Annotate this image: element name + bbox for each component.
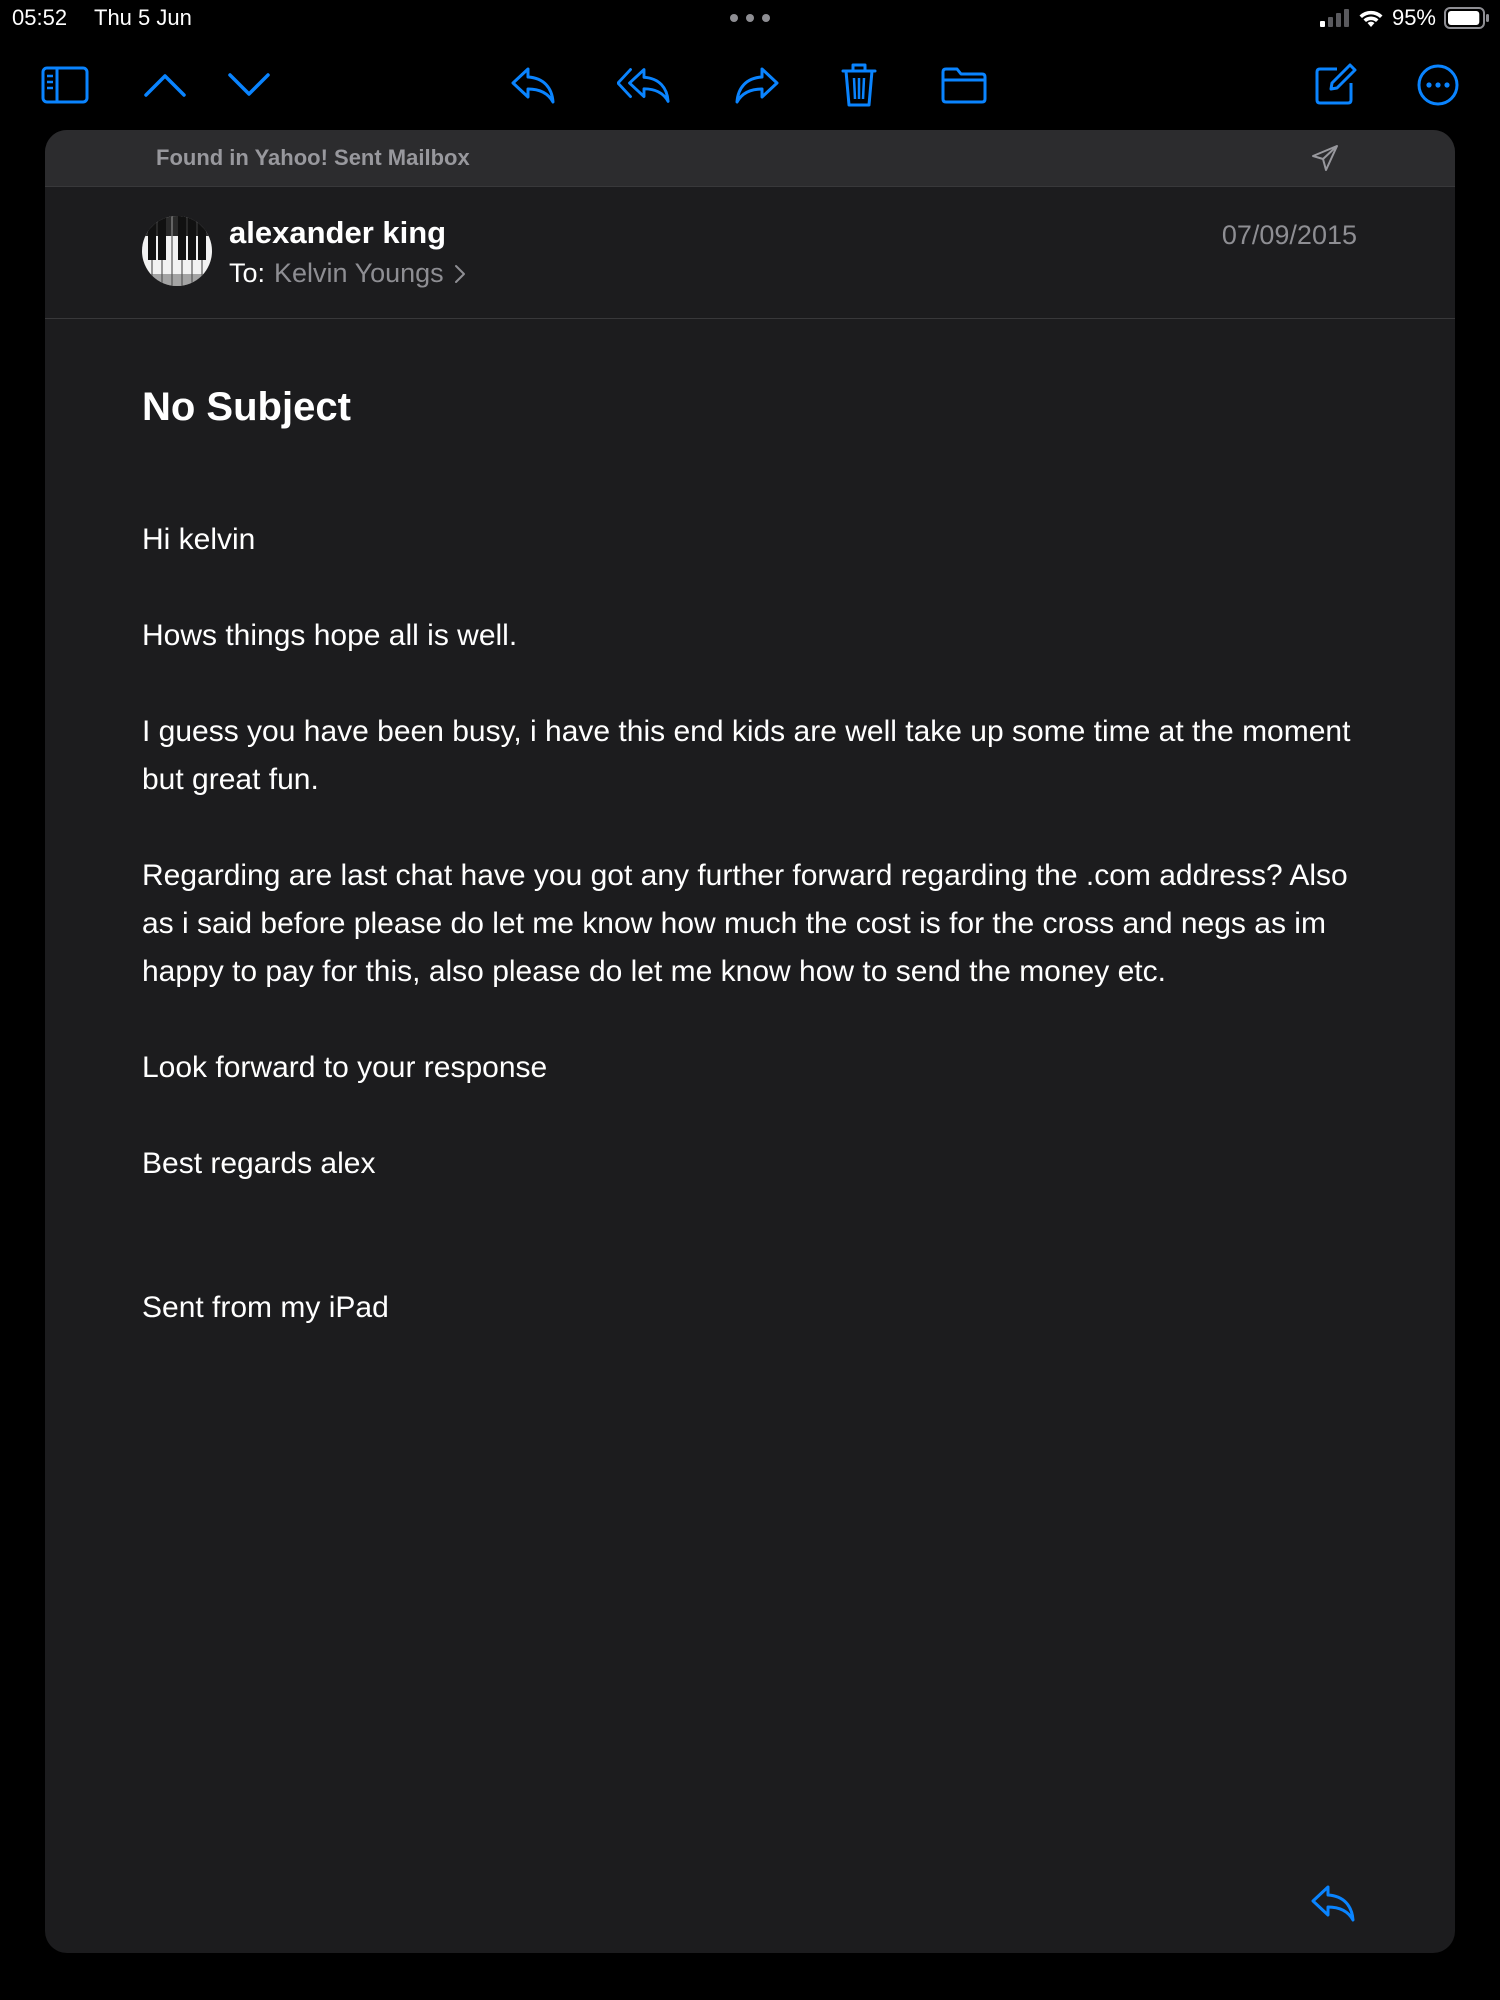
more-options-icon (1417, 64, 1459, 106)
chevron-down-icon (227, 72, 271, 98)
message-subject: No Subject (142, 385, 351, 429)
avatar[interactable] (142, 216, 212, 286)
battery-icon (1444, 7, 1490, 29)
found-in-mailbox-text: Found in Yahoo! Sent Mailbox (156, 145, 470, 170)
message-body (142, 516, 1382, 1332)
body-paragraph: Regarding are last chat have you got any further forward regarding the .com address? Also as i said before please do let me know how much the cost is for the cross and negs as im happy to pay for this, also please do let me know how to send the money etc. (142, 859, 1348, 988)
message-card (45, 130, 1455, 1953)
compose-icon (1313, 63, 1357, 107)
body-greeting: Hi kelvin (142, 523, 256, 556)
message-header (45, 187, 1455, 319)
folder-icon (940, 66, 988, 104)
sidebar-icon (41, 66, 89, 104)
reply-button[interactable] (506, 58, 560, 112)
next-message-button[interactable] (222, 58, 276, 112)
status-bar (0, 0, 1500, 36)
status-time: 05:52 (12, 5, 68, 30)
reply-all-button[interactable] (617, 58, 671, 112)
previous-message-button[interactable] (138, 58, 192, 112)
cellular-signal-icon (1320, 9, 1350, 27)
forward-button[interactable] (730, 58, 784, 112)
body-paragraph: Hows things hope all is well. (142, 619, 518, 652)
paper-plane-icon (1310, 143, 1340, 173)
compose-button[interactable] (1308, 58, 1362, 112)
reply-icon (1310, 1883, 1356, 1923)
reply-floating-button[interactable] (1305, 1875, 1361, 1931)
message-date: 07/09/2015 (1221, 220, 1357, 250)
body-signoff: Best regards alex (142, 1147, 376, 1180)
wifi-icon (1358, 8, 1384, 28)
sidebar-toggle-button[interactable] (38, 58, 92, 112)
status-indicators (1320, 5, 1490, 31)
forward-icon (734, 65, 780, 105)
body-paragraph: Look forward to your response (142, 1051, 548, 1084)
trash-icon (841, 62, 877, 108)
trash-button[interactable] (832, 58, 886, 112)
more-dots-icon[interactable] (729, 13, 771, 23)
body-paragraph: I guess you have been busy, i have this end kids are well take up some time at the moment but great fun. (142, 715, 1351, 796)
reply-all-icon (617, 65, 671, 105)
battery-percent: 95% (1391, 5, 1436, 30)
recipient-line[interactable] (229, 258, 466, 289)
piano-keys-avatar-image (142, 216, 212, 286)
body-signature: Sent from my iPad (142, 1291, 389, 1324)
move-to-folder-button[interactable] (937, 58, 991, 112)
to-label: To: (229, 258, 266, 288)
reply-icon (510, 65, 556, 105)
chevron-right-icon (454, 264, 466, 284)
chevron-up-icon (143, 72, 187, 98)
status-date: Thu 5 Jun (94, 5, 192, 30)
recipient-name[interactable]: Kelvin Youngs (274, 258, 444, 288)
found-in-mailbox-banner[interactable] (45, 130, 1455, 187)
sender-name[interactable]: alexander king (229, 215, 447, 250)
more-options-button[interactable] (1411, 58, 1465, 112)
